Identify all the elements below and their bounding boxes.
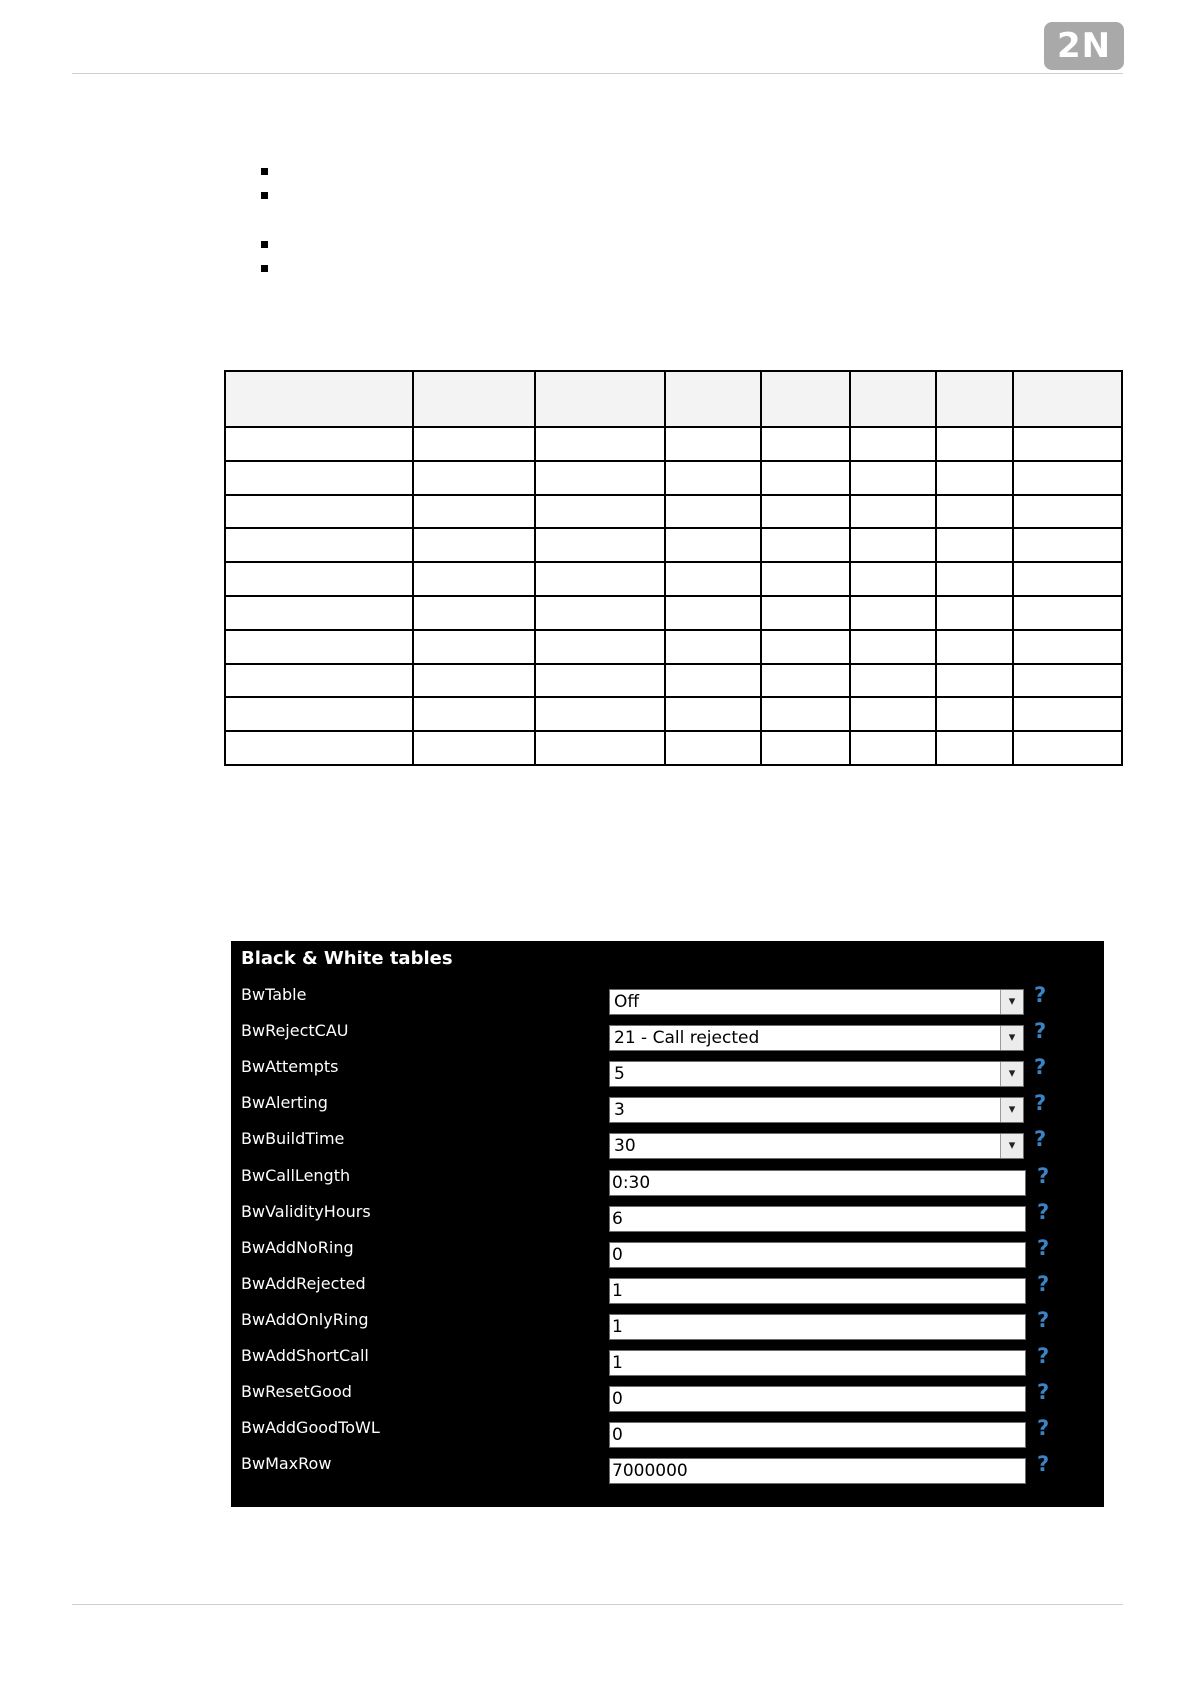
bwaddshortcall-input[interactable] bbox=[609, 1350, 1026, 1376]
bullet-marker bbox=[261, 192, 268, 199]
table-cell bbox=[761, 596, 850, 630]
table-cell bbox=[413, 596, 535, 630]
help-icon[interactable]: ? bbox=[1037, 1199, 1050, 1224]
setting-row-bwalerting bbox=[231, 1093, 1104, 1129]
table-cell bbox=[850, 562, 936, 596]
setting-row-bwaddonlyring bbox=[231, 1307, 1104, 1346]
table-cell bbox=[1013, 528, 1122, 562]
table-cell bbox=[225, 461, 413, 495]
chevron-down-icon[interactable]: ▾ bbox=[1000, 990, 1023, 1014]
table-cell bbox=[936, 562, 1013, 596]
table-cell bbox=[413, 731, 535, 765]
table-cell bbox=[761, 495, 850, 529]
table-row bbox=[225, 427, 1122, 461]
bwaddgoodtowl-input[interactable] bbox=[609, 1422, 1026, 1448]
bullet-marker bbox=[261, 265, 268, 272]
table-cell bbox=[665, 495, 761, 529]
table-row bbox=[225, 495, 1122, 529]
brand-logo: 2N bbox=[1044, 22, 1124, 70]
table-cell bbox=[225, 630, 413, 664]
bwcalllength-input[interactable] bbox=[609, 1170, 1026, 1196]
field-value: 3 bbox=[614, 1100, 625, 1121]
table-row bbox=[225, 664, 1122, 698]
table-cell bbox=[936, 630, 1013, 664]
setting-label: BwAddNoRing bbox=[241, 1237, 354, 1257]
bw-settings-panel bbox=[231, 941, 1104, 1507]
table-cell bbox=[850, 596, 936, 630]
setting-label: BwAlerting bbox=[241, 1093, 328, 1113]
table-cell bbox=[761, 731, 850, 765]
table-cell bbox=[936, 528, 1013, 562]
help-icon[interactable]: ? bbox=[1037, 1271, 1050, 1296]
field-value: Off bbox=[614, 992, 640, 1012]
field-value: 0 bbox=[612, 1244, 623, 1265]
table-header-row bbox=[225, 371, 1122, 427]
table-cell bbox=[1013, 596, 1122, 630]
table-cell bbox=[761, 528, 850, 562]
footer-divider bbox=[72, 1604, 1123, 1605]
setting-label: BwAddOnlyRing bbox=[241, 1309, 369, 1329]
setting-label: BwAddGoodToWL bbox=[241, 1418, 380, 1438]
table-cell bbox=[225, 528, 413, 562]
setting-row-bwvalidityhours bbox=[231, 1199, 1104, 1238]
table-cell bbox=[225, 562, 413, 596]
help-icon[interactable]: ? bbox=[1037, 1344, 1050, 1368]
table-cell bbox=[761, 697, 850, 731]
bwvalidityhours-input[interactable] bbox=[609, 1206, 1026, 1232]
table-row bbox=[225, 528, 1122, 562]
setting-row-bwbuildtime bbox=[231, 1129, 1104, 1165]
table-cell bbox=[936, 461, 1013, 495]
table-cell bbox=[225, 731, 413, 765]
help-icon[interactable]: ? bbox=[1037, 1235, 1050, 1260]
table-cell bbox=[936, 697, 1013, 731]
table-header-cell bbox=[761, 371, 850, 427]
bullet-marker bbox=[261, 168, 268, 175]
field-value: 6 bbox=[612, 1208, 623, 1229]
setting-row-bwaddgoodtowl bbox=[231, 1418, 1104, 1454]
table-cell bbox=[1013, 427, 1122, 461]
table-cell bbox=[225, 495, 413, 529]
table-cell bbox=[413, 664, 535, 698]
setting-label: BwResetGood bbox=[241, 1382, 352, 1402]
table-cell bbox=[665, 461, 761, 495]
empty-data-table bbox=[224, 370, 1123, 766]
table-cell bbox=[225, 596, 413, 630]
bwbuildtime-select[interactable] bbox=[609, 1133, 1024, 1159]
help-icon[interactable]: ? bbox=[1037, 1416, 1050, 1441]
table-cell bbox=[413, 528, 535, 562]
field-value: 0:30 bbox=[612, 1172, 651, 1193]
bwaddonlyring-input[interactable] bbox=[609, 1314, 1026, 1340]
help-icon[interactable]: ? bbox=[1034, 1055, 1047, 1080]
table-cell bbox=[936, 664, 1013, 698]
setting-label: BwBuildTime bbox=[241, 1129, 345, 1149]
setting-row-bwresetgood bbox=[231, 1382, 1104, 1418]
table-cell bbox=[1013, 630, 1122, 664]
bwresetgood-input[interactable] bbox=[609, 1386, 1026, 1412]
table-cell bbox=[761, 630, 850, 664]
chevron-down-icon[interactable]: ▾ bbox=[1000, 1134, 1023, 1158]
help-icon[interactable]: ? bbox=[1037, 1307, 1050, 1332]
table-cell bbox=[761, 461, 850, 495]
table-cell bbox=[936, 427, 1013, 461]
help-icon[interactable]: ? bbox=[1034, 1091, 1047, 1116]
setting-row-bwaddshortcall bbox=[231, 1346, 1104, 1382]
help-icon[interactable]: ? bbox=[1037, 1380, 1050, 1405]
setting-row-bwcalllength bbox=[231, 1163, 1104, 1202]
chevron-down-icon[interactable]: ▾ bbox=[1000, 1062, 1023, 1086]
help-icon[interactable]: ? bbox=[1037, 1452, 1050, 1477]
setting-label: BwAddShortCall bbox=[241, 1346, 369, 1365]
table-row bbox=[225, 461, 1122, 495]
table-row bbox=[225, 630, 1122, 664]
setting-label: BwValidityHours bbox=[241, 1201, 371, 1221]
table-cell bbox=[1013, 495, 1122, 529]
bullet-marker bbox=[261, 241, 268, 248]
table-cell bbox=[1013, 562, 1122, 596]
table-cell bbox=[850, 697, 936, 731]
table-cell bbox=[665, 731, 761, 765]
table-cell bbox=[413, 562, 535, 596]
table-cell bbox=[850, 630, 936, 664]
table-header-cell bbox=[1013, 371, 1122, 427]
table-cell bbox=[535, 697, 665, 731]
table-cell bbox=[850, 461, 936, 495]
table-cell bbox=[535, 630, 665, 664]
setting-label: BwTable bbox=[241, 985, 307, 1004]
table-row bbox=[225, 697, 1122, 731]
setting-label: BwMaxRow bbox=[241, 1454, 332, 1474]
table-cell bbox=[1013, 731, 1122, 765]
field-value: 0 bbox=[612, 1425, 623, 1446]
table-header-cell bbox=[413, 371, 535, 427]
bwaddrejected-input[interactable] bbox=[609, 1278, 1026, 1304]
table-cell bbox=[665, 664, 761, 698]
field-value: 5 bbox=[614, 1064, 625, 1085]
table-cell bbox=[225, 427, 413, 461]
table-cell bbox=[936, 596, 1013, 630]
setting-label: BwAddRejected bbox=[241, 1273, 366, 1293]
table-cell bbox=[1013, 461, 1122, 495]
setting-label: BwCallLength bbox=[241, 1165, 351, 1185]
setting-row-bwaddnoring bbox=[231, 1235, 1104, 1274]
chevron-down-icon[interactable]: ▾ bbox=[1000, 1026, 1023, 1050]
table-row bbox=[225, 562, 1122, 596]
table-cell bbox=[413, 495, 535, 529]
table-cell bbox=[761, 562, 850, 596]
field-value: 1 bbox=[612, 1280, 623, 1301]
table-cell bbox=[850, 427, 936, 461]
field-value: 7000000 bbox=[612, 1461, 688, 1482]
help-icon[interactable]: ? bbox=[1034, 983, 1047, 1007]
table-cell bbox=[413, 697, 535, 731]
bwrejectcau-select[interactable] bbox=[609, 1025, 1024, 1051]
table-cell bbox=[665, 528, 761, 562]
setting-row-bwrejectcau bbox=[231, 1021, 1104, 1057]
table-cell bbox=[1013, 664, 1122, 698]
table-header-cell bbox=[665, 371, 761, 427]
table-cell bbox=[850, 731, 936, 765]
table-cell bbox=[665, 697, 761, 731]
table-cell bbox=[936, 495, 1013, 529]
table-header-cell bbox=[936, 371, 1013, 427]
help-icon[interactable]: ? bbox=[1037, 1163, 1050, 1188]
field-value: 30 bbox=[614, 1136, 636, 1157]
bwalerting-select[interactable] bbox=[609, 1097, 1024, 1123]
field-value: 1 bbox=[612, 1353, 623, 1373]
setting-row-bwattempts bbox=[231, 1057, 1104, 1093]
table-cell bbox=[413, 461, 535, 495]
bwaddnoring-input[interactable] bbox=[609, 1242, 1026, 1268]
table-cell bbox=[413, 427, 535, 461]
chevron-down-icon[interactable]: ▾ bbox=[1000, 1098, 1023, 1122]
table-cell bbox=[850, 495, 936, 529]
table-cell bbox=[413, 630, 535, 664]
table-cell bbox=[1013, 697, 1122, 731]
table-cell bbox=[665, 562, 761, 596]
panel-title: Black & White tables bbox=[241, 948, 453, 969]
table-cell bbox=[535, 528, 665, 562]
table-cell bbox=[535, 562, 665, 596]
bwmaxrow-input[interactable] bbox=[609, 1458, 1026, 1484]
table-row bbox=[225, 731, 1122, 765]
header-divider bbox=[72, 73, 1123, 74]
field-value: 21 - Call rejected bbox=[614, 1028, 760, 1049]
table-cell bbox=[535, 427, 665, 461]
table-cell bbox=[535, 731, 665, 765]
table-cell bbox=[535, 596, 665, 630]
setting-label: BwRejectCAU bbox=[241, 1021, 349, 1041]
table-cell bbox=[761, 427, 850, 461]
help-icon[interactable]: ? bbox=[1034, 1127, 1047, 1152]
table-cell bbox=[535, 495, 665, 529]
field-value: 1 bbox=[612, 1316, 623, 1337]
table-cell bbox=[850, 528, 936, 562]
field-value: 0 bbox=[612, 1389, 623, 1410]
table-cell bbox=[761, 664, 850, 698]
table-body bbox=[225, 427, 1122, 765]
table-cell bbox=[665, 596, 761, 630]
table-header-cell bbox=[225, 371, 413, 427]
bwtable-select[interactable] bbox=[609, 989, 1024, 1015]
table-cell bbox=[535, 461, 665, 495]
table-cell bbox=[850, 664, 936, 698]
help-icon[interactable]: ? bbox=[1034, 1019, 1047, 1044]
table-cell bbox=[225, 664, 413, 698]
setting-row-bwmaxrow bbox=[231, 1454, 1104, 1490]
table-cell bbox=[665, 630, 761, 664]
table-cell bbox=[535, 664, 665, 698]
setting-label: BwAttempts bbox=[241, 1057, 339, 1077]
bwattempts-select[interactable] bbox=[609, 1061, 1024, 1087]
table-cell bbox=[225, 697, 413, 731]
setting-row-bwtable bbox=[231, 985, 1104, 1021]
table-cell bbox=[665, 427, 761, 461]
table-row bbox=[225, 596, 1122, 630]
table-header-cell bbox=[850, 371, 936, 427]
setting-row-bwaddrejected bbox=[231, 1271, 1104, 1310]
table-cell bbox=[936, 731, 1013, 765]
table-header-cell bbox=[535, 371, 665, 427]
